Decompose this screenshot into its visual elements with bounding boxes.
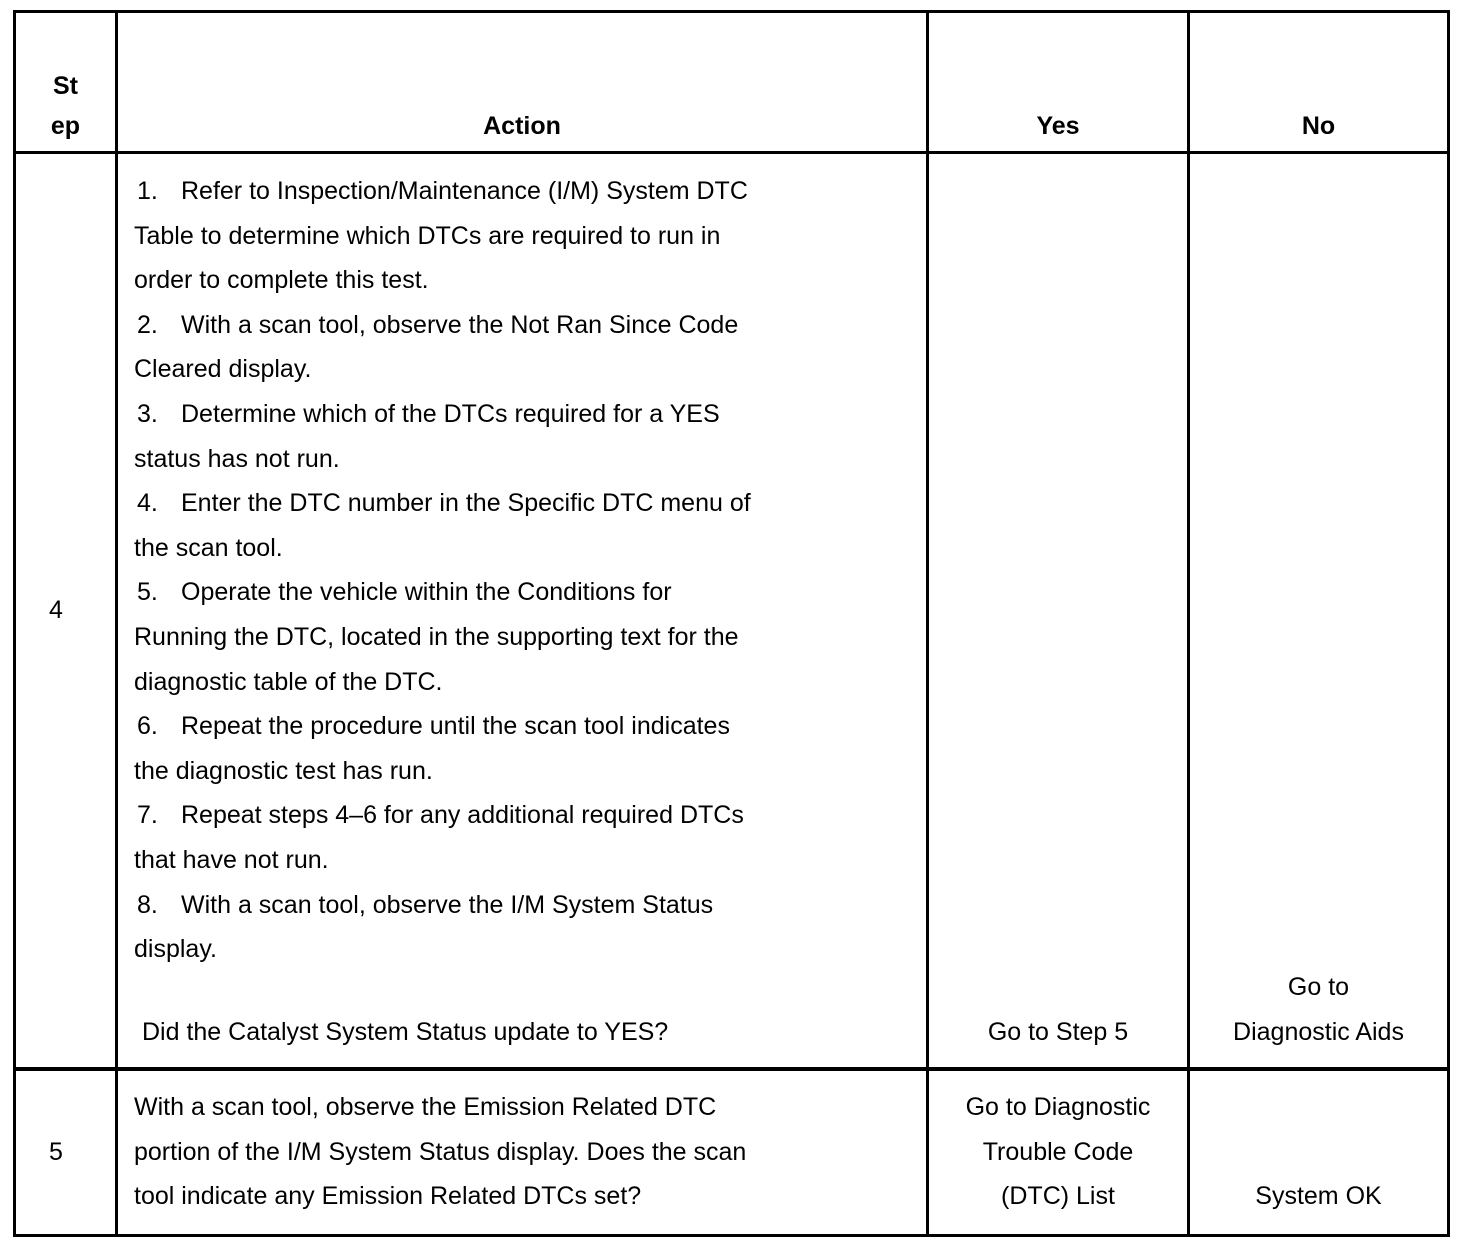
step-number-4: 4 [49,596,63,624]
list-item-text: Repeat the procedure until the scan tool indicates [181,712,730,741]
list-item-number: 1. [137,177,158,205]
list-item-text: Repeat steps 4–6 for any additional required DTCs [181,801,744,830]
step-4-yes-result: Go to Step 5 [987,1018,1129,1046]
step-5-action-line1: With a scan tool, observe the Emission Related DTC [134,1093,717,1121]
list-item-text: Running the DTC, located in the supporting text for the [134,622,739,651]
step-4-no-line2: Diagnostic Aids [1233,1017,1404,1046]
step-4-no-line1: Go to [1287,973,1350,1001]
list-item [134,214,751,259]
step-5-yes-result [929,1085,1187,1219]
step-5-yes-line3: (DTC) List [1001,1182,1115,1211]
list-item [134,526,751,571]
list-item-text: Determine which of the DTCs required for a YES [181,399,720,428]
list-item [134,927,751,972]
list-item-text: Table to determine which DTCs are required to run in [134,221,721,250]
list-item-text: display. [134,935,217,964]
list-item-text: diagnostic table of the DTC. [134,667,443,696]
list-item-number: 6. [137,712,158,741]
header-yes: Yes [1036,112,1080,140]
step-5-no-result: System OK [1255,1182,1382,1210]
list-item [134,704,751,749]
header-step [16,66,115,146]
step-4-no-result [1190,965,1447,1054]
header-step-line2: ep [50,112,81,140]
header-action: Action [483,112,561,140]
action-list-step-4 [134,169,751,972]
list-item [134,437,751,482]
list-item-text: With a scan tool, observe the I/M System Status [181,890,714,919]
list-item-number: 7. [137,801,158,830]
list-item-text: Enter the DTC number in the Specific DTC menu of [181,489,751,518]
list-item [134,660,751,705]
list-item-number: 5. [137,578,158,607]
list-item-number: 8. [137,890,158,919]
list-item-text: that have not run. [134,845,329,874]
step-5-yes-line1: Go to Diagnostic [965,1093,1151,1121]
list-item-text: Cleared display. [134,355,312,384]
list-item [134,258,751,303]
list-item [134,838,751,883]
table-border-top [13,10,1450,13]
diagnostic-table [13,10,1450,1237]
list-item [134,793,751,838]
list-item [134,347,751,392]
list-item-text: order to complete this test. [134,266,429,295]
col-divider-step [115,10,118,1237]
step-5-action-line3: tool indicate any Emission Related DTCs set? [134,1182,642,1211]
table-border-right [1447,10,1450,1237]
row-divider [13,1067,1450,1071]
header-no: No [1301,112,1336,140]
list-item-number: 4. [137,489,158,518]
header-divider [13,151,1450,154]
list-item-number: 2. [137,310,158,339]
list-item [134,392,751,437]
step-5-yes-line2: Trouble Code [982,1137,1134,1166]
list-item [134,883,751,928]
step-4-question: Did the Catalyst System Status update to YES? [142,1018,669,1046]
list-item [134,749,751,794]
list-item [134,303,751,348]
list-item-text: the diagnostic test has run. [134,756,433,785]
table-border-bottom [13,1234,1450,1237]
step-5-action-line2: portion of the I/M System Status display. Does the scan [134,1137,747,1166]
list-item [134,481,751,526]
header-step-line1: St [53,72,78,100]
list-item-text: Refer to Inspection/Maintenance (I/M) System DTC [181,177,748,205]
list-item-text: With a scan tool, observe the Not Ran Since Code [181,310,739,339]
list-item [134,615,751,660]
list-item-number: 3. [137,399,158,428]
list-item-text: status has not run. [134,444,340,473]
list-item [134,570,751,615]
step-5-action [134,1085,746,1219]
list-item [134,169,751,214]
list-item-text: the scan tool. [134,533,283,562]
list-item-text: Operate the vehicle within the Conditions for [181,578,672,607]
step-number-5: 5 [49,1138,63,1166]
